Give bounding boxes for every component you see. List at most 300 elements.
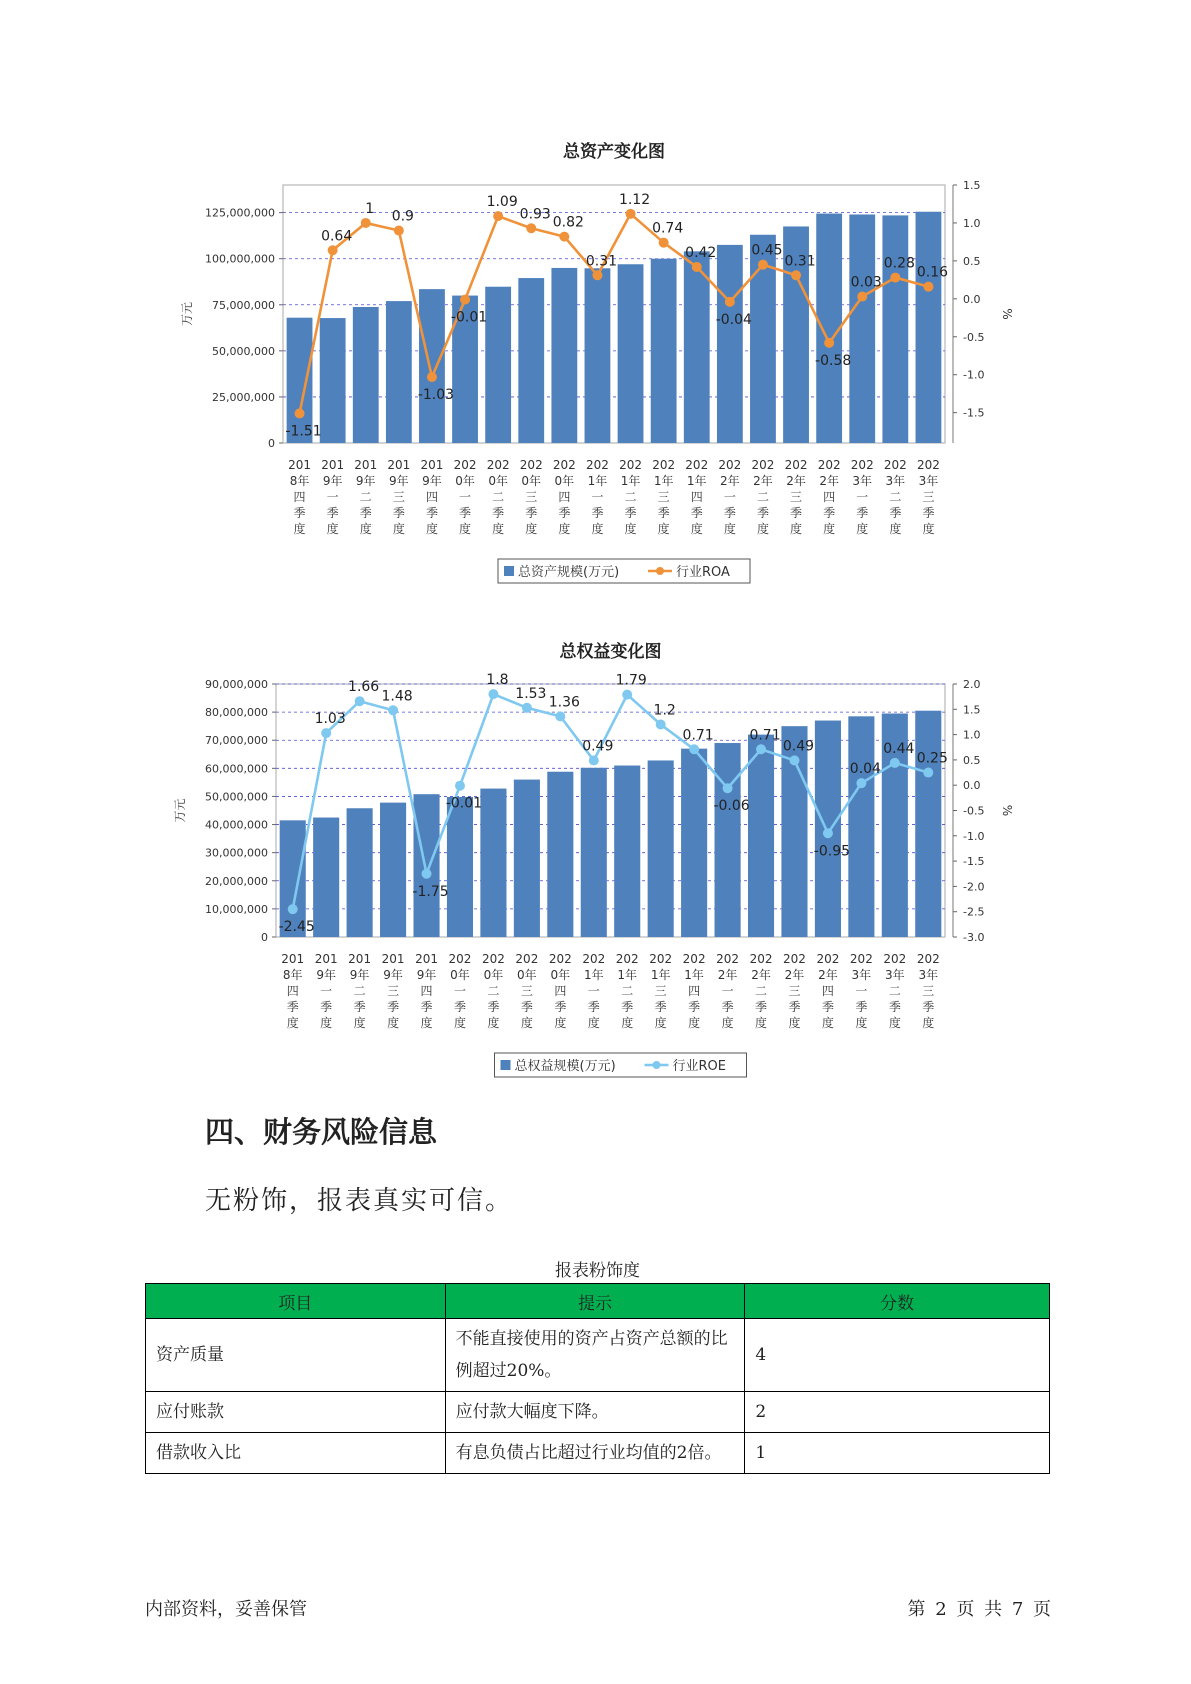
x-tick-label-line: 季 xyxy=(525,506,538,520)
x-tick-label-line: 季 xyxy=(420,1000,433,1014)
table-cell-hint: 不能直接使用的资产占资产总额的比例超过20%。 xyxy=(445,1319,745,1392)
y-tick-label: 90,000,000 xyxy=(205,678,268,691)
bar xyxy=(380,803,406,937)
line-point xyxy=(455,781,465,791)
x-tick-label-line: 201 xyxy=(321,458,345,472)
y2-tick-label: -1.5 xyxy=(963,855,985,869)
data-label: 0.64 xyxy=(321,228,353,245)
x-tick-label-line: 季 xyxy=(320,1000,333,1014)
y-tick-label: 50,000,000 xyxy=(212,344,275,358)
x-tick-label-line: 四 xyxy=(425,490,438,504)
x-tick-label xyxy=(288,458,311,536)
line-point xyxy=(723,783,733,793)
x-tick-label-line: 202 xyxy=(849,952,873,966)
x-tick-label-line: 202 xyxy=(619,458,643,472)
x-tick-label-line: 度 xyxy=(889,522,902,536)
legend-line-label: 行业ROA xyxy=(676,565,730,580)
x-tick-label-line: 季 xyxy=(286,1000,299,1014)
y2-tick-label: 0.5 xyxy=(963,254,981,268)
data-label: 0.31 xyxy=(784,253,816,270)
bar xyxy=(386,301,412,443)
x-tick-label-line: 度 xyxy=(856,522,869,536)
x-tick-label-line: 度 xyxy=(755,1016,768,1030)
data-label: 1.2 xyxy=(653,702,676,719)
x-tick-label-line: 二 xyxy=(621,984,634,998)
x-tick-label-line: 季 xyxy=(855,1000,868,1014)
x-tick-label-line: 202 xyxy=(751,458,775,472)
x-tick-label-line: 季 xyxy=(492,506,505,520)
bar xyxy=(551,268,577,443)
table-row xyxy=(146,1319,1050,1392)
data-label: 1.8 xyxy=(486,672,509,689)
x-tick-label xyxy=(649,952,672,1030)
data-label: -0.01 xyxy=(450,309,488,326)
line-point xyxy=(355,696,365,706)
x-tick-label-line: 度 xyxy=(487,1016,500,1030)
x-tick-label-line: 0年 xyxy=(488,474,508,488)
data-label: 1.48 xyxy=(381,688,413,705)
y-tick-label: 20,000,000 xyxy=(205,874,268,888)
bar xyxy=(915,711,941,937)
x-tick-label-line: 二 xyxy=(492,490,505,504)
line-point xyxy=(493,211,503,221)
y-tick-label: 60,000,000 xyxy=(205,762,268,776)
total-assets-chart xyxy=(0,135,1191,595)
x-tick-label-line: 四 xyxy=(558,490,571,504)
table-header-score: 分数 xyxy=(745,1284,1050,1319)
x-tick-label-line: 202 xyxy=(515,952,539,966)
x-tick-label-line: 季 xyxy=(756,506,769,520)
x-tick-label-line: 二 xyxy=(353,984,366,998)
x-tick-label-line: 度 xyxy=(690,522,703,536)
bar xyxy=(480,789,506,937)
x-tick-label-line: 202 xyxy=(783,952,806,966)
line-point xyxy=(295,408,305,418)
x-tick-label-line: 201 xyxy=(281,952,305,966)
x-tick-label xyxy=(751,458,774,536)
data-label: 1.09 xyxy=(486,194,518,211)
x-tick-label xyxy=(382,952,405,1030)
chart-title: 总资产变化图 xyxy=(563,142,665,162)
x-tick-label-line: 度 xyxy=(756,522,769,536)
legend-bar-swatch xyxy=(501,1060,511,1070)
x-tick-label-line: 一 xyxy=(320,984,333,998)
x-tick-label-line: 1年 xyxy=(620,474,641,488)
x-tick-label xyxy=(482,952,505,1030)
x-tick-label-line: 四 xyxy=(420,984,433,998)
x-tick-label-line: 二 xyxy=(624,490,637,504)
bar xyxy=(681,749,707,937)
x-tick-label-line: 202 xyxy=(916,458,940,472)
x-tick-label-line: 季 xyxy=(690,506,703,520)
x-tick-label-line: 202 xyxy=(883,952,907,966)
x-tick-label-line: 一 xyxy=(459,490,472,504)
x-tick-label-line: 度 xyxy=(723,522,736,536)
footer-note: 内部资料，妥善保管 xyxy=(145,1599,307,1620)
x-tick-label-line: 201 xyxy=(415,952,438,966)
x-tick-label-line: 1年 xyxy=(587,474,608,488)
y2-axis-title: % xyxy=(1000,804,1014,817)
x-tick-label-line: 季 xyxy=(688,1000,701,1014)
table-cell-item: 应付账款 xyxy=(146,1392,446,1433)
y2-tick-label: -3.0 xyxy=(963,931,985,944)
x-tick-label-line: 三 xyxy=(654,984,667,998)
y-tick-label: 125,000,000 xyxy=(205,206,275,220)
bar xyxy=(748,735,774,937)
data-label: -2.45 xyxy=(278,919,315,936)
data-label: 0.25 xyxy=(916,750,948,767)
data-label: -1.03 xyxy=(417,386,455,403)
bar xyxy=(651,259,677,443)
x-tick-label-line: 202 xyxy=(652,458,676,472)
data-label: 0.28 xyxy=(883,255,915,272)
line-point xyxy=(361,218,371,228)
x-tick-label-line: 1年 xyxy=(653,474,674,488)
x-tick-label xyxy=(818,458,841,536)
line-point xyxy=(526,223,536,233)
y2-axis-title: % xyxy=(1000,308,1014,320)
x-tick-label-line: 度 xyxy=(821,1016,834,1030)
x-tick-label-line: 0年 xyxy=(554,474,575,488)
x-tick-label-line: 0年 xyxy=(517,968,537,982)
total-equity-chart xyxy=(0,635,1191,1095)
line-point xyxy=(856,778,866,788)
data-label: 1 xyxy=(365,200,375,217)
x-tick-label-line: 季 xyxy=(353,1000,366,1014)
y2-tick-label: 1.5 xyxy=(963,179,981,192)
x-tick-label-line: 一 xyxy=(855,984,868,998)
table-cell-item: 资产质量 xyxy=(146,1319,446,1392)
x-tick-label-line: 度 xyxy=(922,1016,935,1030)
x-tick-label-line: 3年 xyxy=(918,968,939,982)
data-label: 0.49 xyxy=(582,738,614,755)
x-tick-label-line: 2年 xyxy=(819,474,839,488)
y-tick-label: 0 xyxy=(261,931,268,944)
x-tick-label-line: 度 xyxy=(492,522,505,536)
x-tick-label xyxy=(387,458,410,536)
line-point xyxy=(427,372,437,382)
y2-tick-label: -0.5 xyxy=(963,330,985,344)
bar xyxy=(353,307,379,443)
line-point xyxy=(626,209,636,219)
line-point xyxy=(559,232,569,242)
line-point xyxy=(756,744,766,754)
x-tick-label-line: 三 xyxy=(788,984,801,998)
x-tick-label xyxy=(785,458,808,536)
x-tick-label-line: 季 xyxy=(520,1000,533,1014)
line-point xyxy=(622,690,632,700)
x-tick-label-line: 三 xyxy=(392,490,405,504)
x-tick-label-line: 度 xyxy=(855,1016,868,1030)
x-tick-label-line: 202 xyxy=(453,458,477,472)
bar xyxy=(618,264,644,443)
x-tick-label-line: 202 xyxy=(481,952,505,966)
line-point xyxy=(857,292,867,302)
x-tick-label-line: 3年 xyxy=(918,474,939,488)
x-tick-label-line: 季 xyxy=(591,506,604,520)
data-label: 0.45 xyxy=(751,242,783,259)
x-tick-label-line: 201 xyxy=(381,952,405,966)
x-tick-label-line: 度 xyxy=(788,1016,801,1030)
bar xyxy=(581,768,607,937)
bar xyxy=(848,716,874,937)
x-tick-label-line: 202 xyxy=(519,458,543,472)
x-tick-label-line: 度 xyxy=(657,522,670,536)
line-point xyxy=(388,705,398,715)
data-label: -1.75 xyxy=(412,883,449,900)
legend-line-marker xyxy=(656,567,664,575)
line-point xyxy=(758,260,768,270)
x-tick-label-line: 1年 xyxy=(583,968,604,982)
x-tick-label-line: 季 xyxy=(922,506,935,520)
table-cell-hint: 有息负债占比超过行业均值的2倍。 xyxy=(445,1433,745,1474)
y2-tick-label: 1.0 xyxy=(963,216,981,230)
table-row xyxy=(146,1392,1050,1433)
legend-line-label: 行业ROE xyxy=(672,1059,726,1074)
y-tick-label: 40,000,000 xyxy=(205,818,268,832)
x-tick-label xyxy=(553,458,576,536)
x-tick-label-line: 度 xyxy=(558,522,571,536)
x-tick-label-line: 二 xyxy=(755,984,768,998)
x-tick-label xyxy=(616,952,639,1030)
y-tick-label: 10,000,000 xyxy=(205,902,268,916)
x-tick-label-line: 201 xyxy=(387,458,411,472)
x-tick-label-line: 2年 xyxy=(720,474,740,488)
x-tick-label-line: 度 xyxy=(688,1016,701,1030)
table-cell-score: 2 xyxy=(745,1392,1050,1433)
x-tick-label-line: 度 xyxy=(359,522,372,536)
data-label: 0.74 xyxy=(652,220,684,237)
x-tick-label xyxy=(917,952,940,1030)
data-label: -0.95 xyxy=(813,843,851,860)
x-tick-label-line: 1年 xyxy=(617,968,638,982)
data-label: 0.04 xyxy=(849,761,881,778)
x-tick-label-line: 季 xyxy=(790,506,803,520)
table-row xyxy=(146,1433,1050,1474)
data-label: 0.82 xyxy=(552,214,584,231)
bar xyxy=(518,278,544,443)
x-tick-label-line: 202 xyxy=(615,952,639,966)
table-caption: 报表粉饰度 xyxy=(555,1261,640,1281)
x-tick-label-line: 202 xyxy=(649,952,673,966)
x-tick-label-line: 一 xyxy=(326,490,339,504)
x-tick-label-line: 四 xyxy=(688,984,701,998)
x-tick-label-line: 202 xyxy=(448,952,472,966)
x-tick-label-line: 8年 xyxy=(289,474,310,488)
x-tick-label-line: 度 xyxy=(922,522,935,536)
y-tick-label: 100,000,000 xyxy=(205,252,275,266)
x-tick-label-line: 季 xyxy=(621,1000,634,1014)
y-tick-label: 30,000,000 xyxy=(205,846,268,860)
y2-tick-label: -1.0 xyxy=(963,829,985,843)
x-tick-label-line: 季 xyxy=(459,506,472,520)
x-tick-label xyxy=(420,458,443,536)
x-tick-label-line: 三 xyxy=(790,490,803,504)
x-tick-label-line: 度 xyxy=(286,1016,299,1030)
x-tick-label-line: 度 xyxy=(654,1016,667,1030)
line-point xyxy=(394,226,404,236)
x-tick-label-line: 三 xyxy=(387,984,400,998)
x-tick-label xyxy=(315,952,338,1030)
x-tick-label-line: 三 xyxy=(922,984,935,998)
x-tick-label-line: 1年 xyxy=(686,474,707,488)
bar xyxy=(447,797,473,937)
bar xyxy=(715,743,741,937)
y-axis-title: 万元 xyxy=(180,301,194,327)
y2-tick-label: 1.0 xyxy=(963,728,981,742)
x-tick-label-line: 度 xyxy=(624,522,637,536)
data-label: -1.51 xyxy=(285,423,322,440)
x-tick-label-line: 四 xyxy=(821,984,834,998)
x-tick-label-line: 2年 xyxy=(717,968,738,982)
legend-bar-swatch xyxy=(504,566,514,576)
line-point xyxy=(488,689,498,699)
x-tick-label-line: 201 xyxy=(354,458,378,472)
bar xyxy=(882,215,908,443)
x-tick-label-line: 度 xyxy=(392,522,405,536)
x-tick-label-line: 季 xyxy=(788,1000,801,1014)
x-tick-label-line: 度 xyxy=(459,522,472,536)
x-tick-label-line: 度 xyxy=(320,1016,333,1030)
bar xyxy=(514,780,540,937)
y2-tick-label: -1.5 xyxy=(963,406,985,420)
x-tick-label-line: 三 xyxy=(657,490,670,504)
data-label: 1.66 xyxy=(348,679,380,696)
table-cell-score: 4 xyxy=(745,1319,1050,1392)
x-tick-label xyxy=(884,458,907,536)
table-cell-score: 1 xyxy=(745,1433,1050,1474)
x-tick-label-line: 3年 xyxy=(885,968,905,982)
x-tick-label xyxy=(454,458,477,536)
legend-line-marker xyxy=(653,1061,661,1069)
x-tick-label-line: 季 xyxy=(487,1000,500,1014)
y2-tick-label: -1.0 xyxy=(963,368,985,382)
x-tick-label-line: 0年 xyxy=(483,968,504,982)
section-text: 无粉饰，报表真实可信。 xyxy=(205,1186,514,1216)
data-label: 0.42 xyxy=(685,244,717,261)
x-tick-label-line: 201 xyxy=(314,952,338,966)
x-tick-label-line: 四 xyxy=(823,490,836,504)
x-tick-label-line: 度 xyxy=(621,1016,634,1030)
x-tick-label-line: 3年 xyxy=(885,474,906,488)
x-tick-label-line: 202 xyxy=(816,952,840,966)
data-label: 0.93 xyxy=(519,206,551,223)
x-tick-label-line: 四 xyxy=(690,490,703,504)
x-tick-label-line: 季 xyxy=(387,1000,400,1014)
x-tick-label-line: 9年 xyxy=(349,968,370,982)
x-tick-label-line: 度 xyxy=(353,1016,366,1030)
table-header-hint: 提示 xyxy=(445,1284,745,1319)
x-tick-label xyxy=(783,952,806,1030)
x-tick-label xyxy=(354,458,377,536)
x-tick-label-line: 度 xyxy=(888,1016,901,1030)
x-tick-label xyxy=(520,458,543,536)
legend-bar-label: 总资产规模(万元) xyxy=(518,565,620,580)
x-tick-label-line: 度 xyxy=(823,522,836,536)
x-tick-label-line: 0年 xyxy=(455,474,475,488)
x-tick-label-line: 季 xyxy=(856,506,869,520)
x-tick-label xyxy=(549,952,572,1030)
data-label: 1.03 xyxy=(314,711,346,728)
x-tick-label-line: 9年 xyxy=(383,968,403,982)
x-tick-label-line: 季 xyxy=(624,506,637,520)
line-point xyxy=(592,270,602,280)
x-tick-label-line: 度 xyxy=(525,522,538,536)
data-label: 1.36 xyxy=(548,694,580,711)
line-point xyxy=(692,262,702,272)
x-tick-label xyxy=(883,952,906,1030)
y-tick-label: 50,000,000 xyxy=(205,790,268,804)
x-tick-label-line: 201 xyxy=(288,458,312,472)
line-point xyxy=(422,869,432,879)
x-tick-label-line: 季 xyxy=(922,1000,935,1014)
x-tick-label-line: 1年 xyxy=(650,968,671,982)
x-tick-label-line: 0年 xyxy=(550,968,571,982)
x-tick-label-line: 季 xyxy=(723,506,736,520)
x-tick-label xyxy=(652,458,675,536)
data-label: 1.79 xyxy=(615,672,647,689)
bar xyxy=(614,766,640,937)
x-tick-label-line: 季 xyxy=(823,506,836,520)
x-tick-label-line: 四 xyxy=(554,984,567,998)
line-point xyxy=(923,768,933,778)
x-tick-label xyxy=(850,952,873,1030)
line-point xyxy=(460,295,470,305)
data-label: 0.49 xyxy=(782,738,815,755)
bar xyxy=(413,794,439,937)
line-point xyxy=(589,755,599,765)
bar xyxy=(916,212,942,443)
x-tick-label-line: 季 xyxy=(821,1000,834,1014)
x-tick-label xyxy=(685,458,708,536)
x-tick-label xyxy=(750,952,773,1030)
x-tick-label xyxy=(619,458,642,536)
page-number: 第 2 页 共 7 页 xyxy=(907,1599,1051,1620)
table-header-row xyxy=(146,1284,1050,1319)
data-label: 0.31 xyxy=(585,253,618,270)
x-tick-label-line: 度 xyxy=(520,1016,533,1030)
total-equity-chart-svg xyxy=(0,635,1191,1095)
line-point xyxy=(923,282,933,292)
y-tick-label: 75,000,000 xyxy=(212,298,275,312)
bar xyxy=(717,245,743,443)
x-tick-label-line: 9年 xyxy=(416,968,437,982)
x-tick-label-line: 一 xyxy=(723,490,736,504)
x-tick-label-line: 季 xyxy=(587,1000,600,1014)
x-tick-label-line: 四 xyxy=(293,490,306,504)
line-point xyxy=(288,904,298,914)
y-tick-label: 25,000,000 xyxy=(212,390,275,404)
x-tick-label-line: 度 xyxy=(420,1016,433,1030)
x-tick-label-line: 四 xyxy=(286,984,299,998)
x-tick-label-line: 202 xyxy=(749,952,773,966)
x-tick-label-line: 9年 xyxy=(422,474,442,488)
data-label: 0.71 xyxy=(749,727,781,744)
y2-tick-label: 1.5 xyxy=(963,703,981,717)
x-tick-label-line: 一 xyxy=(591,490,604,504)
x-tick-label-line: 一 xyxy=(721,984,734,998)
x-tick-label-line: 季 xyxy=(453,1000,466,1014)
data-label: 0.9 xyxy=(391,208,414,225)
data-label: 0.44 xyxy=(883,740,915,757)
y2-tick-label: 0.0 xyxy=(963,292,981,306)
y2-tick-label: 0.0 xyxy=(963,779,981,793)
y2-tick-label: 2.0 xyxy=(963,678,981,691)
line-point xyxy=(659,238,669,248)
line-point xyxy=(725,297,735,307)
chart-title: 总权益变化图 xyxy=(559,642,662,662)
x-tick-label-line: 202 xyxy=(784,458,808,472)
